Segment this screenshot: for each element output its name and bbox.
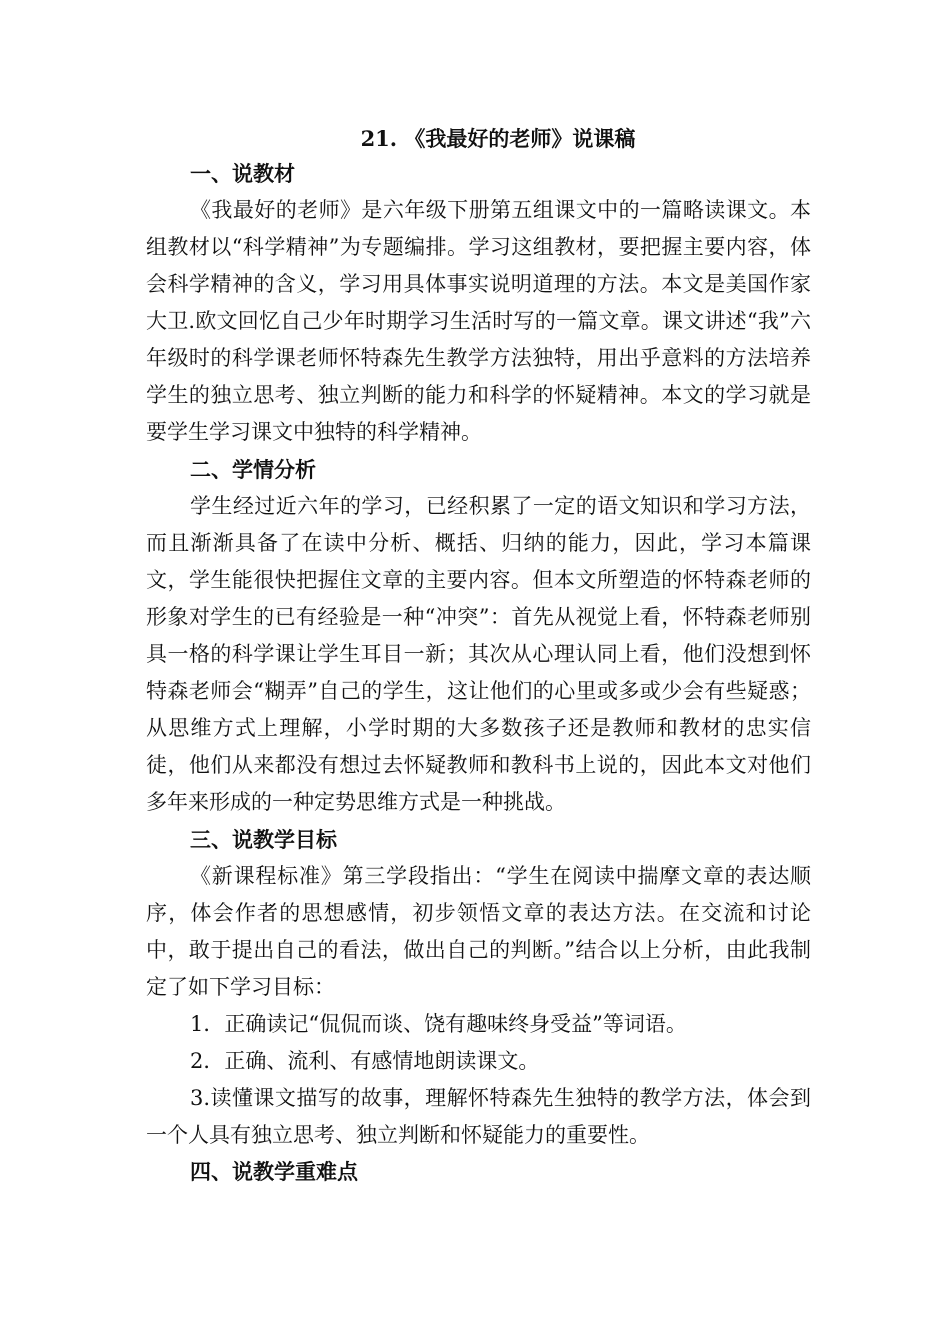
goal-item: 2．正确、流利、有感情地朗读课文。: [190, 1049, 540, 1073]
goal-item: 3.读懂课文描写的故事，理解怀特森先生独特的教学方法，体会到一个人具有独立思考、独立判断和怀疑能力的重要性。: [146, 1086, 811, 1147]
section-heading: 一、说教材: [190, 161, 295, 186]
section-key-points: [146, 1153, 811, 1190]
section-textbook: [146, 155, 811, 451]
section-teaching-goals: [146, 821, 811, 1154]
paragraph: 《新课程标准》第三学段指出：“学生在阅读中揣摩文章的表达顺序，体会作者的思想感情，初步领悟文章的表达方法。在交流和讨论中，敢于提出自己的看法，做出自己的判断。”结合以上分析，由此我制定了如下学习目标：: [146, 864, 811, 999]
paragraph: 《我最好的老师》是六年级下册第五组课文中的一篇略读课文。本组教材以“科学精神”为专题编排。学习这组教材，要把握主要内容，体会科学精神的含义，学习用具体事实说明道理的方法。本文是美国作家大卫.欧文回忆自己少年时期学习生活时写的一篇文章。课文讲述“我”六年级时的科学课老师怀特森先生教学方法独特，用出乎意料的方法培养学生的独立思考、独立判断的能力和科学的怀疑精神。本文的学习就是要学生学习课文中独特的科学精神。: [146, 198, 811, 444]
section-heading: 二、学情分析: [190, 457, 316, 482]
section-heading: 四、说教学重难点: [190, 1159, 358, 1184]
paragraph: 学生经过近六年的学习，已经积累了一定的语文知识和学习方法，而且渐渐具备了在读中分析、概括、归纳的能力，因此，学习本篇课文，学生能很快把握住文章的主要内容。但本文所塑造的怀特森老师的形象对学生的已有经验是一种“冲突”：首先从视觉上看，怀特森老师别具一格的科学课让学生耳目一新；其次从心理认同上看，他们没想到怀特森老师会“糊弄”自己的学生，这让他们的心里或多或少会有些疑惑；从思维方式上理解，小学时期的大多数孩子还是教师和教材的忠实信徒，他们从来都没有想过去怀疑教师和教科书上说的，因此本文对他们多年来形成的一种定势思维方式是一种挑战。: [146, 494, 811, 814]
goal-item: 1．正确读记“侃侃而谈、饶有趣味终身受益”等词语。: [190, 1012, 687, 1036]
section-heading: 三、说教学目标: [190, 827, 337, 852]
document-title: 21. 《我最好的老师》说课稿: [360, 126, 636, 151]
section-student-analysis: [146, 451, 811, 821]
